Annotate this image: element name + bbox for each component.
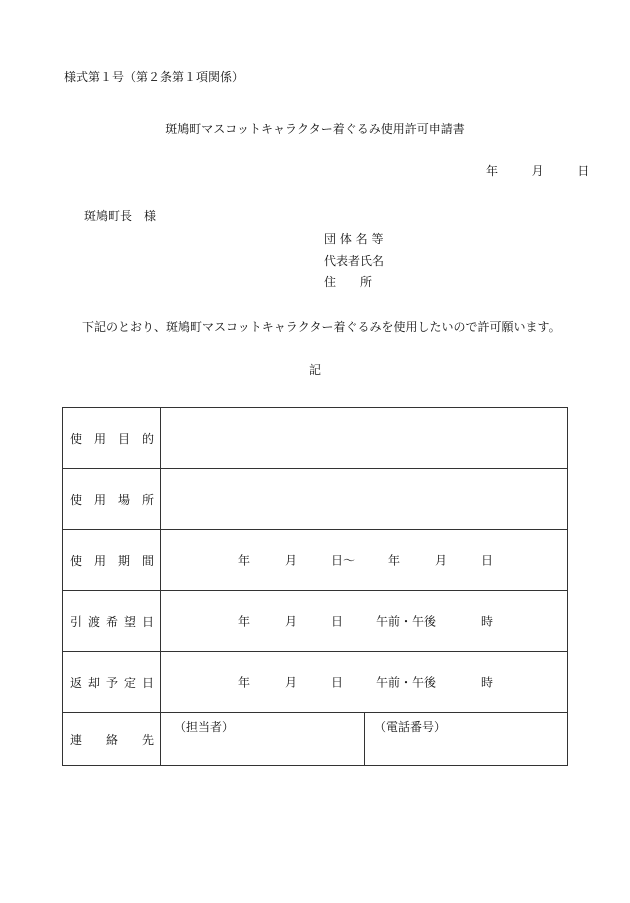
address-label: 住 所 (324, 275, 373, 289)
handover-field[interactable] (161, 591, 568, 652)
label-char: 希 (105, 614, 118, 629)
period-day-from: 日〜 (331, 553, 356, 568)
organization-label: 団 体 名 等 (324, 232, 384, 246)
label-char: 返 (70, 675, 83, 690)
applicant-block (324, 229, 384, 294)
label-char: 用 (93, 431, 106, 446)
application-form-table (62, 407, 568, 766)
date-month: 月 (531, 164, 544, 178)
label-char: 的 (141, 431, 154, 446)
label-char: 使 (70, 553, 83, 568)
label-char: 定 (123, 675, 136, 690)
label-char: 場 (117, 492, 130, 507)
period-year-2: 年 (388, 553, 401, 568)
addressee: 斑鳩町長 様 (84, 209, 157, 223)
table-row (63, 530, 568, 591)
label-char: 日 (141, 614, 154, 629)
return-day: 日 (331, 675, 344, 690)
return-year: 年 (238, 675, 251, 690)
table-row (63, 591, 568, 652)
period-field[interactable] (161, 530, 568, 591)
contact-field[interactable] (161, 713, 568, 766)
label-char: 却 (87, 675, 100, 690)
label-char: 引 (70, 614, 83, 629)
label-char: 望 (123, 614, 136, 629)
table-row (63, 713, 568, 766)
location-label (63, 469, 161, 530)
return-ampm: 午前・午後 (376, 675, 437, 690)
return-field[interactable] (161, 652, 568, 713)
label-char: 用 (93, 553, 106, 568)
label-char: 用 (93, 492, 106, 507)
return-hour: 時 (481, 675, 494, 690)
handover-month: 月 (285, 614, 298, 629)
table-row (63, 652, 568, 713)
label-char: 期 (117, 553, 130, 568)
period-month-2: 月 (435, 553, 448, 568)
date-day: 日 (577, 164, 590, 178)
period-month: 月 (285, 553, 298, 568)
date-year: 年 (486, 164, 499, 178)
ki-heading: 記 (308, 363, 321, 377)
label-char: 目 (117, 431, 130, 446)
label-char: 絡 (105, 732, 118, 747)
handover-hour: 時 (481, 614, 494, 629)
document-title: 斑鳩町マスコットキャラクター着ぐるみ使用許可申請書 (165, 122, 465, 136)
contact-label (63, 713, 161, 766)
period-label (63, 530, 161, 591)
table-row (63, 469, 568, 530)
label-char: 渡 (87, 614, 100, 629)
return-month: 月 (285, 675, 298, 690)
period-year: 年 (238, 553, 251, 568)
contact-person-label: （担当者） (174, 720, 235, 734)
return-label (63, 652, 161, 713)
label-char: 所 (141, 492, 154, 507)
label-char: 間 (141, 553, 154, 568)
handover-ampm: 午前・午後 (376, 614, 437, 629)
label-char: 先 (141, 732, 154, 747)
table-row (63, 408, 568, 469)
label-char: 使 (70, 492, 83, 507)
purpose-field[interactable] (161, 408, 568, 469)
label-char: 日 (141, 675, 154, 690)
contact-phone-label: （電話番号） (374, 720, 447, 734)
label-char: 予 (105, 675, 118, 690)
form-number: 様式第１号（第２条第１項関係） (64, 70, 245, 84)
purpose-label (63, 408, 161, 469)
label-char: 連 (70, 732, 83, 747)
request-statement: 下記のとおり、斑鳩町マスコットキャラクター着ぐるみを使用したいので許可願います。 (82, 320, 561, 334)
period-day-2: 日 (481, 553, 494, 568)
representative-label: 代表者氏名 (324, 253, 385, 268)
handover-label (63, 591, 161, 652)
application-date (486, 162, 589, 179)
handover-year: 年 (238, 614, 251, 629)
label-char: 使 (70, 431, 83, 446)
contact-divider (364, 713, 365, 765)
handover-day: 日 (331, 614, 344, 629)
location-field[interactable] (161, 469, 568, 530)
